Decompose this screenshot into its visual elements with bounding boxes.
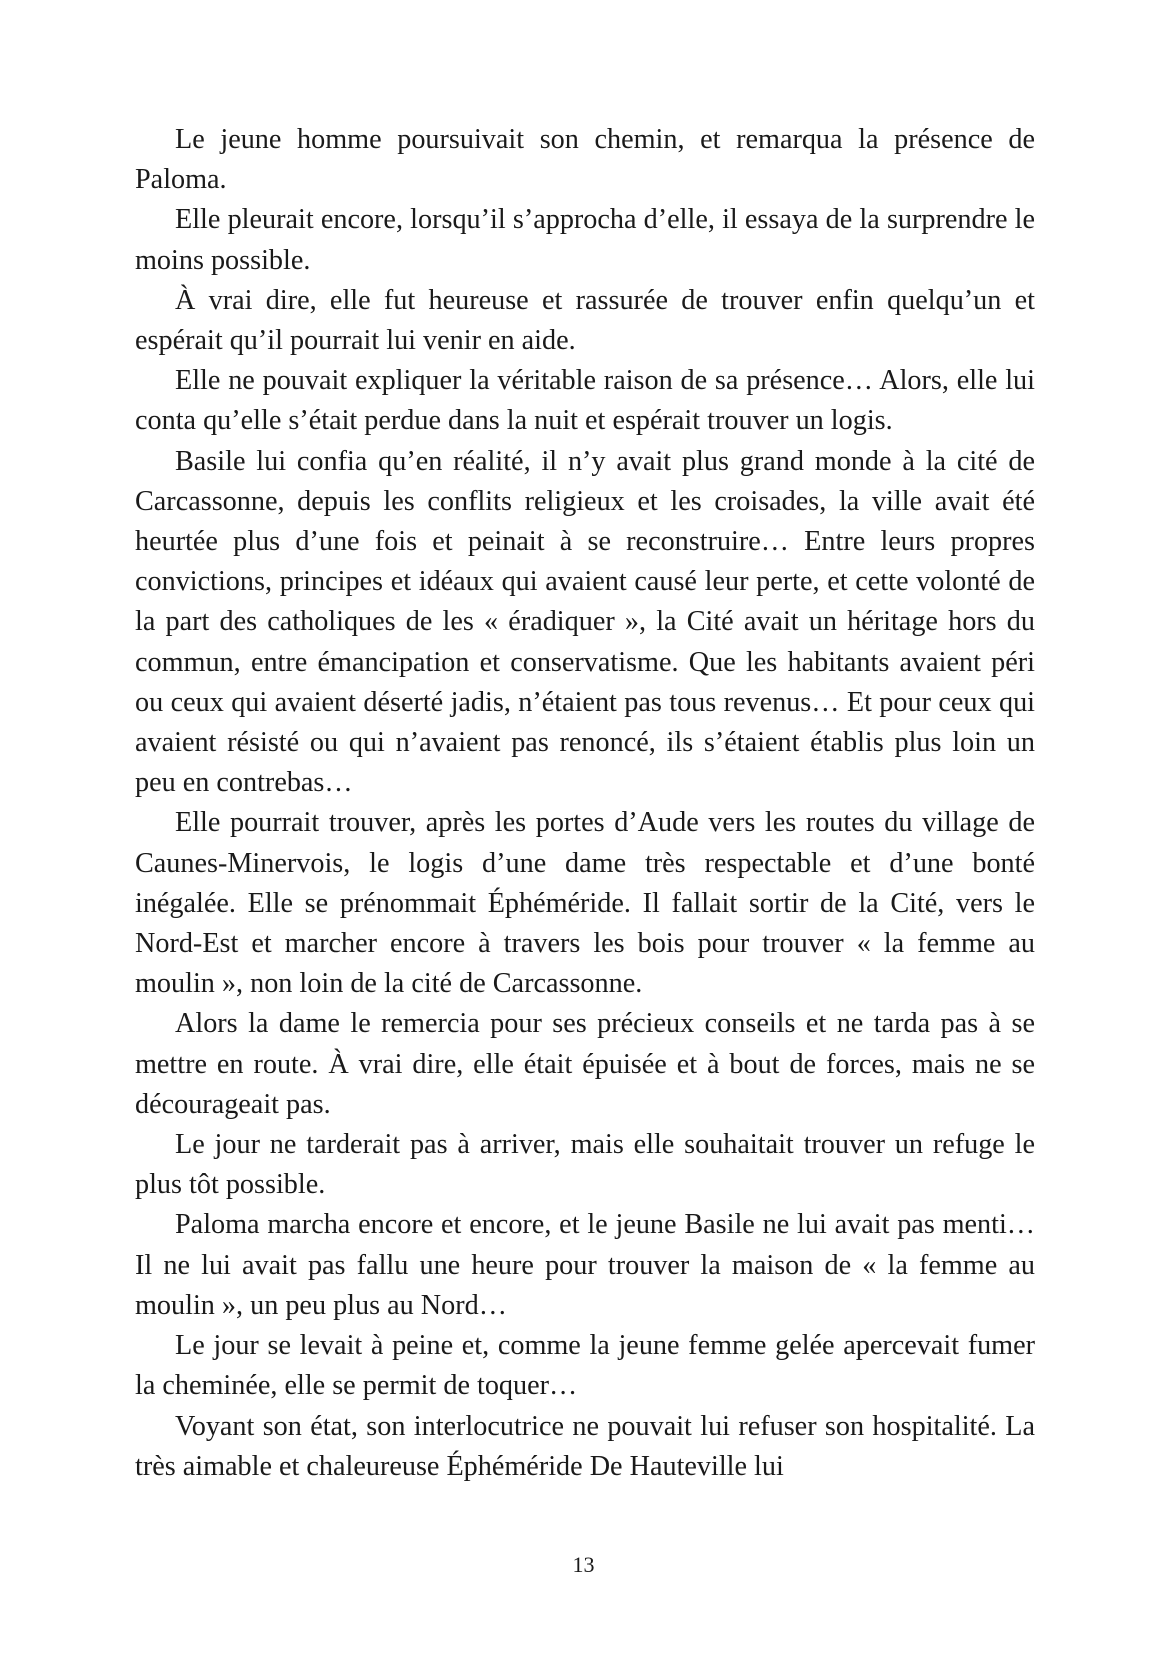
paragraph-3: À vrai dire, elle fut heureuse et rassurée de trouver enfin quelqu’un et espérait qu’il pourrait lui venir en aide. [135, 284, 1035, 357]
body-text [135, 120, 1035, 1487]
page-number: 13 [572, 1552, 595, 1577]
paragraph-11: Voyant son état, son interlocutrice ne pouvait lui refuser son hospitalité. La très aimable et chaleureuse Éphéméride De Hauteville lui [135, 1410, 1035, 1482]
paragraph-5: Basile lui confia qu’en réalité, il n’y avait plus grand monde à la cité de Carcassonne, depuis les conflits religieux et les croisades, la ville avait été heurtée plus d’une fois et peinait à se reconstruire… Entre leurs propres convictions, principes et idéaux qui avaient causé leur perte, et cette volonté de la part des catholiques de les « éradiquer », la Cité avait un héritage hors du commun, entre émancipation et conservatisme. Que les habitants avaient péri ou ceux qui avaient déserté jadis, n’étaient pas tous revenus… Et pour ceux qui avaient résisté ou qui n’avaient pas renoncé, ils s’étaient établis plus loin un peu en contrebas… [135, 445, 1035, 799]
paragraph-2: Elle pleurait encore, lorsqu’il s’approcha d’elle, il essaya de la surprendre le moins possible. [135, 204, 1035, 276]
paragraph-6: Elle pourrait trouver, après les portes d’Aude vers les routes du village de Caunes-Minervois, le logis d’une dame très respectable et d’une bonté inégalée. Elle se prénommait Éphéméride. Il fallait sortir de la Cité, vers le Nord-Est et marcher encore à travers les bois pour trouver « la femme au moulin », non loin de la cité de Carcassonne. [135, 807, 1035, 1000]
paragraph-9: Paloma marcha encore et encore, et le jeune Basile ne lui avait pas menti… Il ne lui avait pas fallu une heure pour trouver la maison de « la femme au moulin », un peu plus au Nord… [135, 1209, 1035, 1321]
paragraph-10: Le jour se levait à peine et, comme la jeune femme gelée apercevait fumer la cheminée, elle se permit de toquer… [135, 1330, 1035, 1402]
paragraph-1: Le jeune homme poursuivait son chemin, et remarqua la présence de Paloma. [135, 124, 1035, 196]
paragraph-7: Alors la dame le remercia pour ses précieux conseils et ne tarda pas à se mettre en route. À vrai dire, elle était épuisée et à bout de forces, mais ne se décourageait pas. [135, 1008, 1035, 1120]
paragraph-8: Le jour ne tarderait pas à arriver, mais elle souhaitait trouver un refuge le plus tôt possible. [135, 1129, 1035, 1201]
paragraph-4: Elle ne pouvait expliquer la véritable raison de sa présence… Alors, elle lui conta qu’elle s’était perdue dans la nuit et espérait trouver un logis. [135, 365, 1035, 437]
